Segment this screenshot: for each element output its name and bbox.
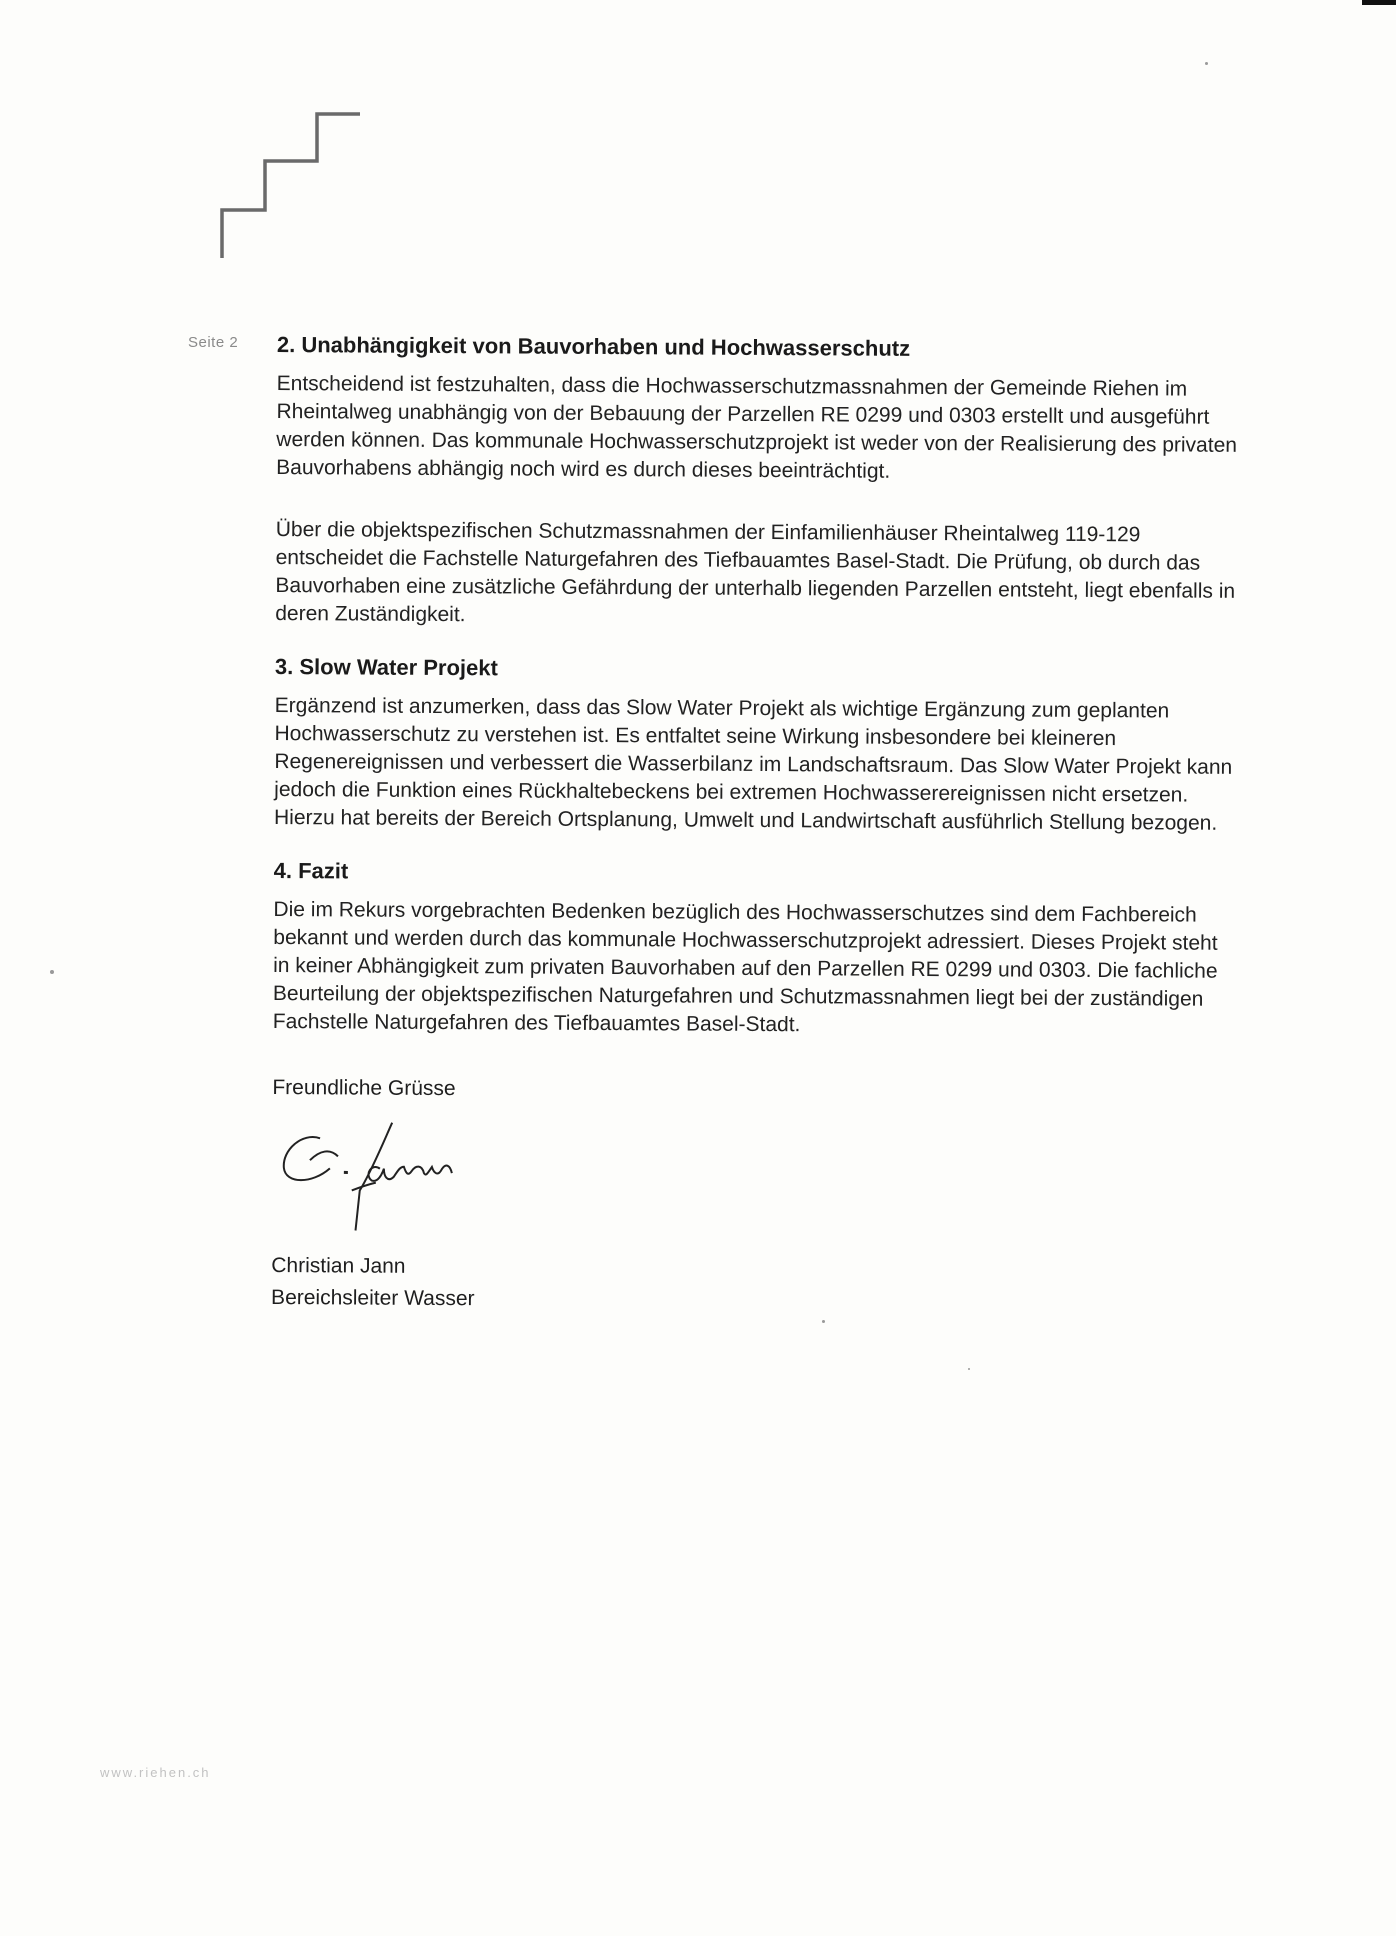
section-paragraph: Ergänzend ist anzumerken, dass das Slow Water Projekt als wichtige Ergänzung zum geplanten Hochwasserschutz zu verstehen ist. Es entfaltet seine Wirkung insbesondere bei kleineren Regenereignissen und verbessert die Wasserbilanz im Landschaftsraum. Das Slow Water Projekt kann jedoch die Funktion eines Rückhaltebeckens bei extremen Hochwasserereignissen nicht ersetzen. Hierzu hat bereits der Bereich Ortsplanung, Umwelt und Landwirtschaft ausführlich Stellung bezogen. bbox=[273, 693, 1233, 835]
section-paragraph: Entscheidend ist festzuhalten, dass die Hochwasserschutzmassnahmen der Gemeinde Riehen im Rheintalweg unabhängig von der Bebauung der Parzellen RE 0299 und 0303 erstellt und ausgeführt werden können. Das kommunale Hochwasserschutzprojekt ist weder von der Realisierung des privaten Bauvorhabens abhängig noch wird es durch dieses beeinträchtigt. bbox=[276, 371, 1238, 483]
letter-body bbox=[271, 332, 1242, 1320]
section-independence bbox=[275, 332, 1242, 634]
section-heading: 4. Fazit bbox=[273, 857, 349, 884]
section-paragraph: Über die objektspezifischen Schutzmassnahmen der Einfamilienhäuser Rheintalweg 119-129 entscheidet die Fachstelle Naturgefahren des Tiefbauamtes Basel-Stadt. Die Prüfung, ob durch das Bauvorhaben eine zusätzliche Gefährdung der unterhalb liegenden Parzellen entsteht, liegt ebenfalls in deren Zuständigkeit. bbox=[275, 517, 1236, 627]
closing-block bbox=[271, 1074, 1237, 1320]
section-heading: 2. Unabhängigkeit von Bauvorhaben und Hochwasserschutz bbox=[276, 332, 911, 361]
section-heading: 3. Slow Water Projekt bbox=[274, 653, 498, 681]
page-label: Seite 2 bbox=[188, 334, 239, 351]
riehen-stairs-logo-icon bbox=[210, 108, 370, 268]
signatory-name: Christian Jann bbox=[271, 1253, 406, 1278]
footer-url: www.riehen.ch bbox=[100, 1765, 211, 1780]
signatory-role: Bereichsleiter Wasser bbox=[271, 1285, 475, 1311]
section-paragraph: Die im Rekurs vorgebrachten Bedenken bezüglich des Hochwasserschutzes sind dem Fachbereich bekannt und werden durch das kommunale Hochwasserschutzprojekt adressiert. Dieses Projekt steht in keiner Abhängigkeit zum privaten Bauvorhaben auf den Parzellen RE 0299 und 0303. Die fachliche Beurteilung der objektspezifischen Naturgefahren und Schutzmassnahmen liegt bei der zuständigen Fachstelle Naturgefahren des Tiefbauamtes Basel-Stadt. bbox=[272, 897, 1218, 1037]
handwritten-signature bbox=[271, 1110, 532, 1242]
scan-speck bbox=[50, 970, 54, 974]
scan-corner-mark bbox=[1362, 0, 1396, 5]
section-slow-water bbox=[274, 654, 1240, 838]
scan-speck bbox=[822, 1320, 825, 1323]
closing-greeting: Freundliche Grüsse bbox=[272, 1075, 456, 1101]
scan-speck bbox=[968, 1368, 970, 1370]
section-fazit bbox=[273, 858, 1239, 1042]
scan-speck bbox=[1205, 62, 1208, 65]
